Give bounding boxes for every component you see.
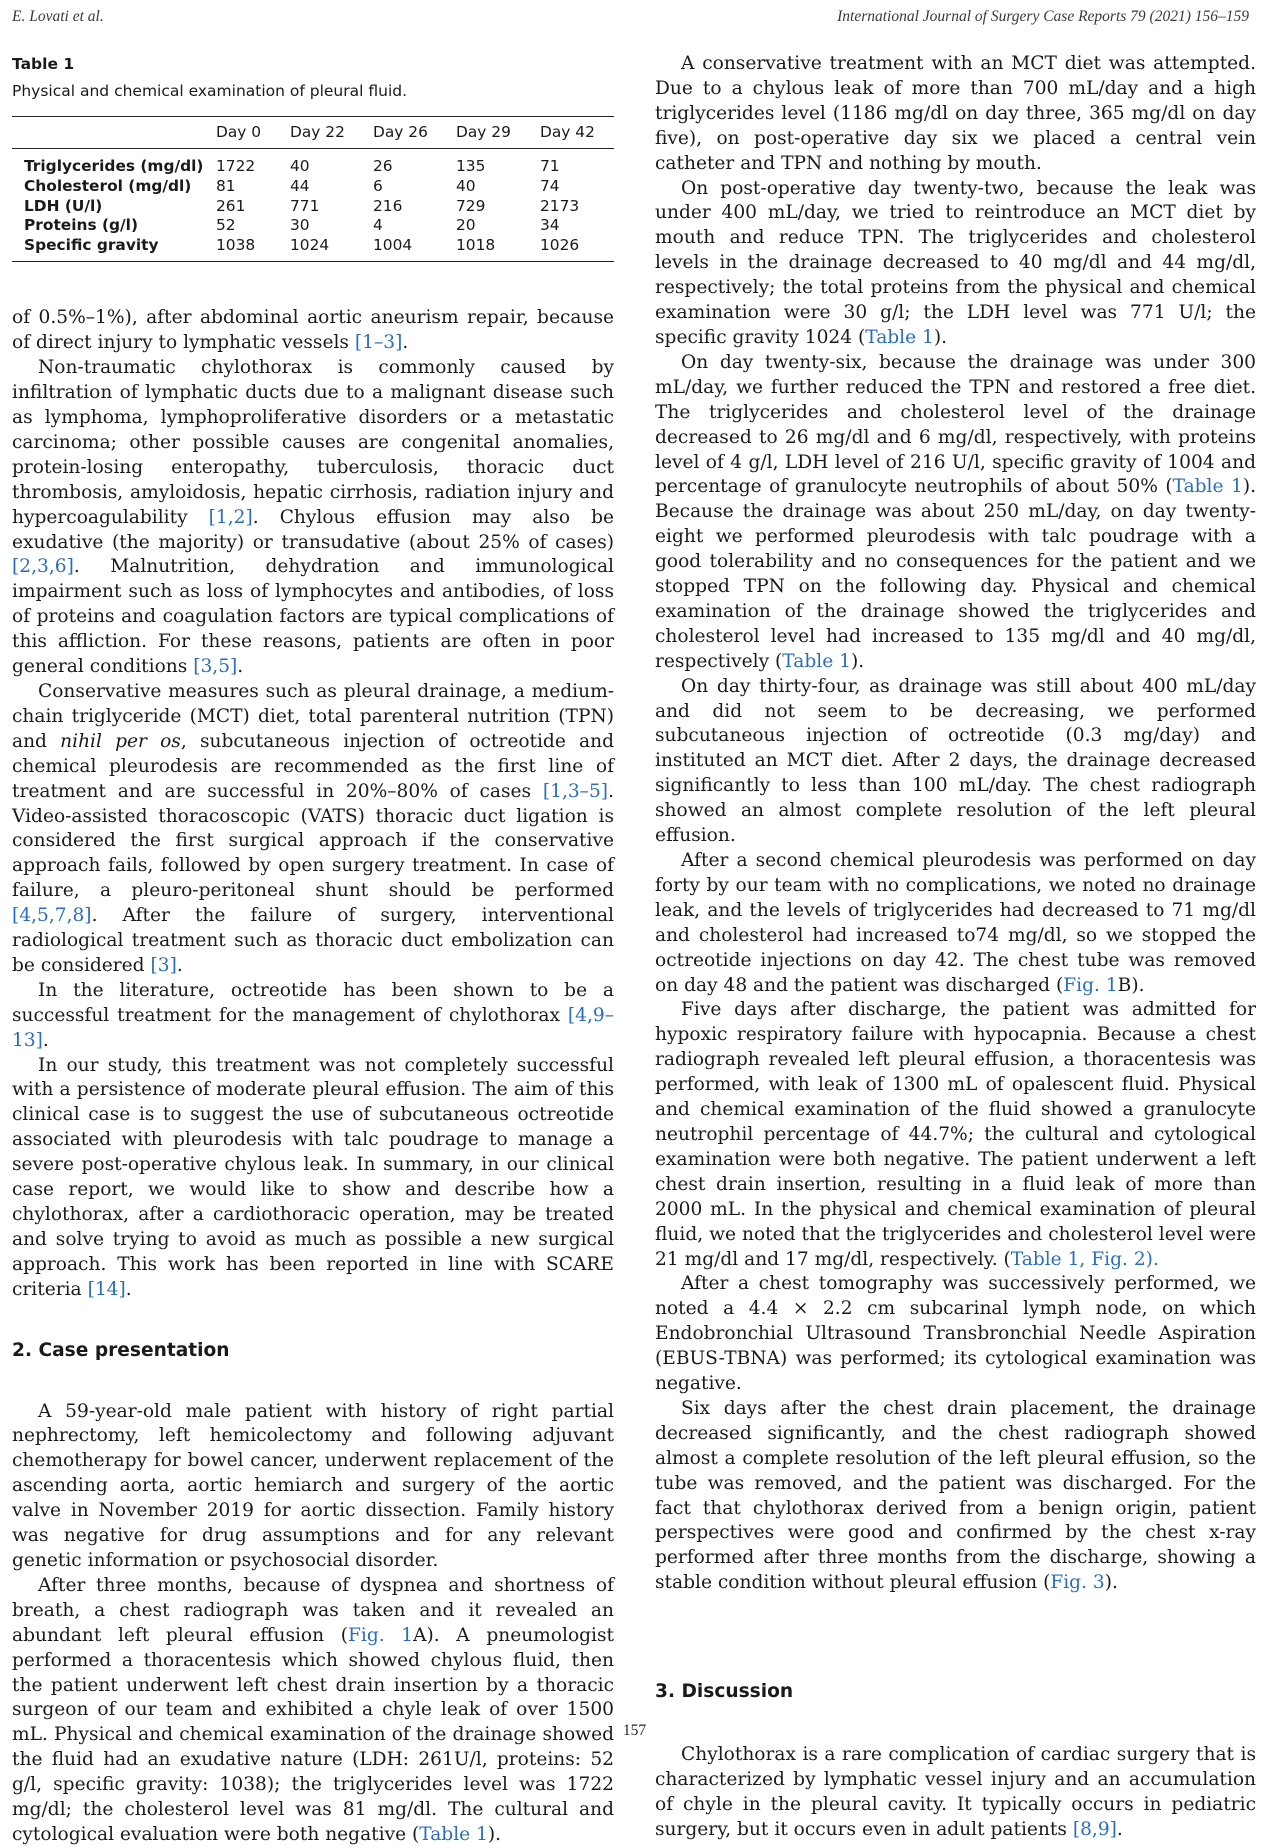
text-run: . [1116,1818,1123,1840]
table-cell: 2173 [540,196,580,215]
body-paragraph [655,1743,1256,1843]
table-row-header: Triglycerides (mg/dl) [24,157,204,176]
table-row [12,177,614,197]
table-cell: 4 [373,216,383,235]
table-cell: 771 [290,196,320,215]
table-cell: 40 [456,177,476,195]
table-caption: Physical and chemical examination of pleural fluid. [12,81,408,100]
table-column-header: Day 26 [373,116,456,149]
table-header-stub [12,116,216,149]
body-paragraph [12,356,614,680]
table-cell: 40 [290,157,310,176]
running-head [12,8,1249,32]
text-run: , [1079,1248,1092,1270]
text-run: Chylothorax is a rare complication of cardiac surgery that is characterized by lymphatic vessel injury and an accumulation of chyle in the pleural cavity. It typically occurs in pediatric surgery, but it occurs even in adult patients [655,1744,1256,1840]
body-paragraph [12,1574,614,1848]
table-cell: 1004 [373,236,456,262]
table-row-header: Cholesterol (mg/dl) [24,177,192,195]
text-run: ). [1145,1248,1159,1270]
citation-link[interactable]: [4,5,7,8] [12,905,92,927]
citation-link[interactable]: [1,2] [208,506,253,528]
body-paragraph: On day thirty-four, as drainage was still about 400 mL/day and did not seem to be decreasing, we performed subcutaneous injection of octreotide (0.3 mg/day) and instituted an MCT diet. After 2 days, the drainage decreased significantly to less than 100 mL/day. The chest radiograph showed an almost complete resolution of the left pleural effusion. [655,675,1256,847]
table-cell: 6 [373,177,383,195]
table-cell: 1722 [216,157,256,176]
text-run: . Malnutrition, dehydration and immunological impairment such as loss of lymphocytes and antibodies, of loss of proteins and coagulation factors are typical complications of this affliction. For these reasons, patients are often in poor general conditions [12,556,614,678]
table-cell: 20 [456,216,476,235]
table-row [12,236,614,262]
body-paragraph [655,177,1256,351]
text-run: ). [1104,1572,1118,1594]
body-paragraph [655,351,1256,675]
table-cell: 74 [540,177,560,195]
citation-link[interactable]: [2,3,6] [12,556,74,578]
table-cell: 216 [373,196,403,215]
table-cell: 1038 [216,236,290,262]
text-run: Five days after discharge, the patient was admitted for hypoxic respiratory failure with hypocapnia. Because a chest radiograph revealed left pleural effusion, a thoracentesis was performed, with leak of 1300 mL of opalescent fluid. Physical and chemical examination of the fluid showed a granulocyte neutrophil percentage of 44.7%; the cultural and cytological examination were both negative. The patient underwent a left chest drain insertion, resulting in a fluid leak of more than 2000 mL. In the physical and chemical examination of pleural fluid, we noted that the triglycerides and cholesterol level were 21 mg/dl and 17 mg/dl, respectively. ( [655,999,1256,1270]
body-paragraph: A 59-year-old male patient with history of right partial nephrectomy, left hemicolectomy and following adjuvant chemotherapy for bowel cancer, underwent replacement of the ascending aorta, aortic hemiarch and surgery of the aortic valve in November 2019 for aortic dissection. Family history was negative for drug assumptions and for any relevant genetic information or psychosocial disorder. [12,1400,614,1571]
table-link[interactable]: Table 1 [419,1823,488,1845]
text-run: , subcutaneous injection of octreotide and chemical pleurodesis are recommended as the first line of treatment and are successful in 20%–80% of cases [12,730,614,802]
text-run: . [125,1278,132,1300]
table-cell: 1018 [456,236,540,262]
table-column-header: Day 22 [290,116,373,149]
table-link[interactable]: Table 1 [1010,1248,1080,1270]
text-run: B). [1117,974,1145,996]
text-run: On day twenty-six, because the drainage was under 300 mL/day, we further reduced the TPN and restored a free diet. The triglycerides and cholesterol level of the drainage decreased to 26 mg/dl and 6 mg/dl, respectively, with proteins level of 4 g/l, LDH level of 216 U/l, specific gravity of 1004 and percentage of granulocyte neutrophils of about 50% ( [655,351,1256,498]
table-link[interactable]: Table 1 [782,650,851,672]
citation-link[interactable]: [1–3] [354,332,403,354]
text-run: . Chylous effusion may also be exudative (the majority) or transudative (about 25% of cases) [12,506,614,553]
table-column-header: Day 29 [456,116,540,149]
author-running-head: E. Lovati et al. [12,8,104,25]
citation-link[interactable]: [3] [150,954,177,976]
table-row-header: Proteins (g/l) [24,216,138,235]
table-row-header: LDH (U/l) [24,196,103,215]
table-cell: 71 [540,157,560,176]
pleural-fluid-table [12,116,614,263]
table-header-row [12,116,614,149]
text-run: Conservative measures such as pleural drainage, a medium-chain triglyceride (MCT) diet, total parenteral nutrition (TPN) and [12,680,614,752]
table-cell: 44 [290,177,310,195]
table-cell: 30 [290,216,310,235]
citation-link[interactable]: [1,3–5] [542,780,609,802]
body-paragraph [12,306,614,356]
section-heading-discussion: 3. Discussion [655,1681,794,1703]
text-run: . Video-assisted thoracoscopic (VATS) thoracic duct ligation is considered the first surgical approach if the conservative approach fails, followed by open surgery treatment. In case of failure, a pleuro-peritoneal shunt should be performed [12,780,614,902]
text-run: ). [850,650,865,672]
table-cell: 1024 [290,236,373,262]
figure-link[interactable]: Fig. 1 [347,1624,414,1646]
journal-running-head: International Journal of Surgery Case Reports 79 (2021) 156–159 [837,8,1249,25]
right-column [655,52,1256,1843]
body-paragraph [12,1054,614,1303]
table-link[interactable]: Table 1 [865,326,934,348]
table-row [12,216,614,236]
citation-link[interactable]: [4,9–13] [12,1004,614,1051]
table-cell: 729 [456,196,486,215]
text-run: After a second chemical pleurodesis was performed on day forty by our team with no complications, we noted no drainage leak, and the levels of triglycerides had decreased to 71 mg/dl and cholesterol had increased to74 mg/dl, so we stopped the octreotide injections on day 42. The chest tube was removed on day 48 and the patient was discharged ( [655,850,1256,996]
table-link[interactable]: Table 1 [1172,476,1243,498]
table-column-header: Day 42 [540,116,614,149]
figure-link[interactable]: Fig. 3 [1050,1572,1105,1594]
body-paragraph: After a chest tomography was successively performed, we noted a 4.4 × 2.2 cm subcarinal lymph node, on which Endobronchial Ultrasound Transbronchial Needle Aspiration (EBUS-TBNA) was performed; its cytological examination was negative. [655,1273,1256,1395]
text-run: In our study, this treatment was not completely successful with a persistence of moderate pleural effusion. The aim of this clinical case is to suggest the use of subcutaneous octreotide associated with pleurodesis with talc poudrage to manage a severe post-operative chylous leak. In summary, in our clinical case report, we would like to show and describe how a chylothorax, after a cardiothoracic operation, may be treated and solve trying to avoid as much as possible a new surgical approach. This work has been reported in line with SCARE criteria [12,1054,614,1300]
table-cell: 26 [373,157,393,176]
text-run: . [176,954,183,976]
table-cell: 261 [216,196,246,215]
figure-link[interactable]: Fig. 1 [1063,974,1118,996]
text-run: ). [933,326,948,348]
text-run: . [402,332,409,354]
body-paragraph [655,849,1256,998]
text-run: . [42,1029,49,1051]
table-cell: 52 [216,216,236,235]
text-run: A). A pneumologist performed a thoracentesis which showed chylous fluid, then the patient underwent left chest drain insertion by a thoracic surgeon of our team and exhibited a chyle leak of over 1500 mL. Physical and chemical examination of the drainage showed the fluid had an exudative nature (LDH: 261U/l, proteins: 52 g/l, specific gravity: 1038); the triglycerides level was 1722 mg/dl; the cholesterol level was 81 mg/dl. The cultural and cytological evaluation were both negative ( [12,1624,615,1845]
text-run: In the literature, octreotide has been shown to be a successful treatment for the management of chylothorax [12,979,614,1026]
text-run: of 0.5%–1%), after abdominal aortic aneurism repair, because of direct injury to lymphatic vessels [12,307,614,354]
citation-link[interactable]: [8,9] [1072,1818,1117,1840]
table-cell: 81 [216,177,236,195]
text-run: ). Because the drainage was about 250 mL/day, on day twenty-eight we performed pleurodesis with talc poudrage with a good tolerability and no consequences for the patient and we stopped TPN on the following day. Physical and chemical examination of the drainage showed the triglycerides and cholesterol level had increased to 135 mg/dl and 40 mg/dl, respectively ( [655,476,1256,672]
table-cell: 135 [456,157,486,176]
text-run: . After the failure of surgery, interventional radiological treatment such as thoracic duct embolization can be considered [12,905,614,976]
text-run: ). [487,1823,502,1845]
body-paragraph [12,979,614,1054]
table-cell: 34 [540,216,560,235]
citation-link[interactable]: [3,5] [193,656,238,678]
body-paragraph: A conservative treatment with an MCT diet was attempted. Due to a chylous leak of more than 700 mL/day and a high triglycerides level (1186 mg/dl on day three, 365 mg/dl on day five), on post-operative day six we placed a central vein catheter and TPN and nothing by mouth. [655,53,1256,174]
text-run: Non-traumatic chylothorax is commonly caused by infiltration of lymphatic ducts due to a malignant disease such as lymphoma, lymphoproliferative disorders or a metastatic carcinoma; other possible causes are congenital anomalies, protein-losing enteropathy, tuberculosis, thoracic duct thrombosis, amyloidosis, hepatic cirrhosis, radiation injury and hypercoagulability [12,357,614,528]
table-row [12,149,614,177]
section-heading-case-presentation: 2. Case presentation [12,1339,230,1361]
table-1 [12,52,614,262]
text-run: On post-operative day twenty-two, because the leak was under 400 mL/day, we tried to reintroduce an MCT diet by mouth and reduce TPN. The triglycerides and cholesterol levels in the drainage decreased to 40 mg/dl and 44 mg/dl, respectively; the total proteins from the physical and chemical examination were 30 g/l; the LDH level was 771 U/l; the specific gravity 1024 ( [655,177,1256,348]
italic-term: nihil per os [60,730,181,752]
body-paragraph [655,998,1256,1272]
text-run: After three months, because of dyspnea and shortness of breath, a chest radiograph was taken and it revealed an abundant left pleural effusion ( [12,1574,614,1646]
table-row [12,197,614,217]
left-column [12,52,614,1848]
citation-link[interactable]: [14] [87,1278,126,1300]
table-row-header: Specific gravity [12,236,216,262]
body-paragraph [655,1397,1256,1596]
text-run: . [237,656,244,678]
figure-link[interactable]: Fig. 2 [1091,1248,1146,1270]
text-run: Six days after the chest drain placement, the drainage decreased significantly, and the chest radiograph showed almost a complete resolution of the left pleural effusion, so the tube was removed, and the patient was discharged. For the fact that chylothorax derived from a benign origin, patient perspectives were good and confirmed by the chest x-ray performed after three months from the discharge, showing a stable condition without pleural effusion ( [655,1397,1256,1594]
table-cell: 1026 [540,236,614,262]
table-column-header: Day 0 [216,116,290,149]
table-label: Table 1 [12,55,75,73]
body-paragraph [12,680,614,979]
page-number: 157 [622,1722,647,1739]
